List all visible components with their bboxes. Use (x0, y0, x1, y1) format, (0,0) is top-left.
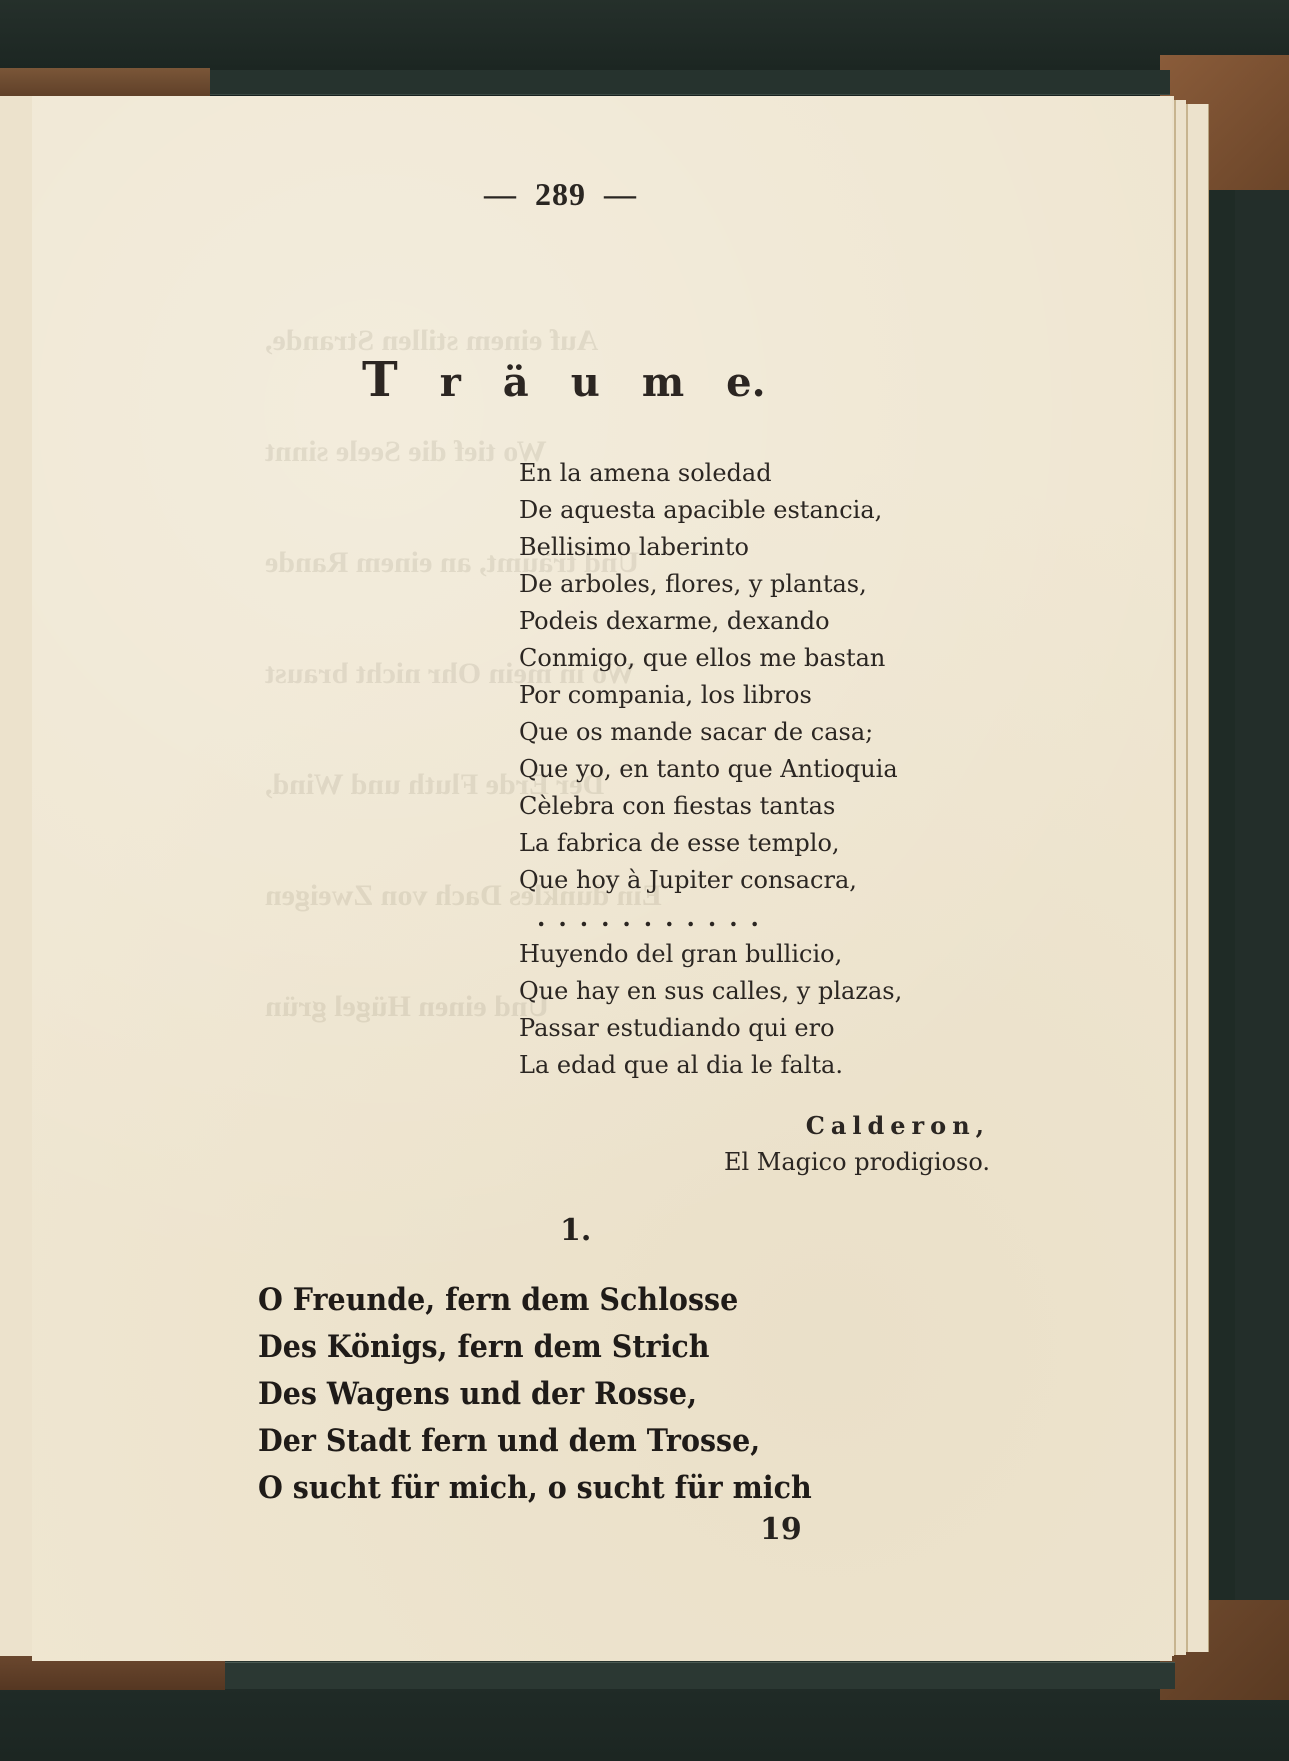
title-letter: ä (502, 359, 529, 406)
poem-line: Der Stadt fern und dem Trosse, (258, 1423, 761, 1459)
epigraph-line: Conmigo, que ellos me bastan (519, 644, 886, 672)
epigraph-line: Que yo, en tanto que Antioquia (519, 755, 898, 783)
epigraph-author: Calderon, (805, 1111, 990, 1140)
page-edge-1 (1186, 104, 1209, 1652)
poem-line: O sucht für mich, o sucht für mich (258, 1470, 812, 1506)
poem-line: O Freunde, fern dem Schlosse (258, 1282, 739, 1318)
page-number-value: 289 (535, 176, 586, 212)
poem-line: Des Königs, fern dem Strich (258, 1329, 710, 1365)
poem-stanza (258, 1277, 860, 1512)
poem-line: Des Wagens und der Rosse, (258, 1376, 697, 1412)
epigraph-attribution (690, 1107, 990, 1181)
leather-corner-top-left (0, 68, 210, 98)
title-letter: T (362, 352, 398, 408)
title-letter: r (439, 359, 461, 406)
ellipsis-dots: ........... (537, 903, 772, 932)
epigraph-line: De aquesta apacible estancia, (519, 496, 883, 524)
title-letter: u (570, 359, 600, 406)
dash-left: — (484, 176, 517, 212)
epigraph-line: Cèlebra con fiestas tantas (519, 792, 836, 820)
epigraph-line: La fabrica de esse templo, (519, 829, 840, 857)
epigraph-line: Por compania, los libros (519, 681, 812, 709)
epigraph-line: Bellisimo laberinto (519, 533, 749, 561)
page-number (466, 176, 666, 213)
epigraph-line: Passar estudiando qui ero (519, 1014, 835, 1042)
epigraph-line: Podeis dexarme, dexando (519, 607, 830, 635)
epigraph-work: El Magico prodigioso. (723, 1148, 990, 1176)
binding-strip-top (210, 70, 1170, 95)
dash-right: — (604, 176, 637, 212)
epigraph-line: Huyendo del gran bullicio, (519, 940, 843, 968)
epigraph-line: Que hoy à Jupiter consacra, (519, 866, 857, 894)
title-letter: m (641, 359, 685, 406)
epigraph-line: Que hay en sus calles, y plazas, (519, 977, 903, 1005)
epigraph-line: En la amena soledad (519, 459, 772, 487)
epigraph-line: La edad que al dia le falta. (519, 1051, 843, 1079)
signature-mark: 19 (760, 1512, 802, 1547)
book-cover-right (1235, 60, 1289, 1700)
title-letter: e. (726, 359, 766, 406)
epigraph-line: De arboles, flores, y plantas, (519, 570, 867, 598)
page-title (362, 352, 808, 408)
epigraph (519, 455, 902, 1084)
epigraph-line: Que os mande sacar de casa; (519, 718, 874, 746)
facing-page-edge (0, 96, 35, 1656)
binding-strip-bottom (225, 1662, 1175, 1689)
page-edge-2 (1174, 100, 1186, 1655)
section-number: 1. (560, 1213, 592, 1248)
